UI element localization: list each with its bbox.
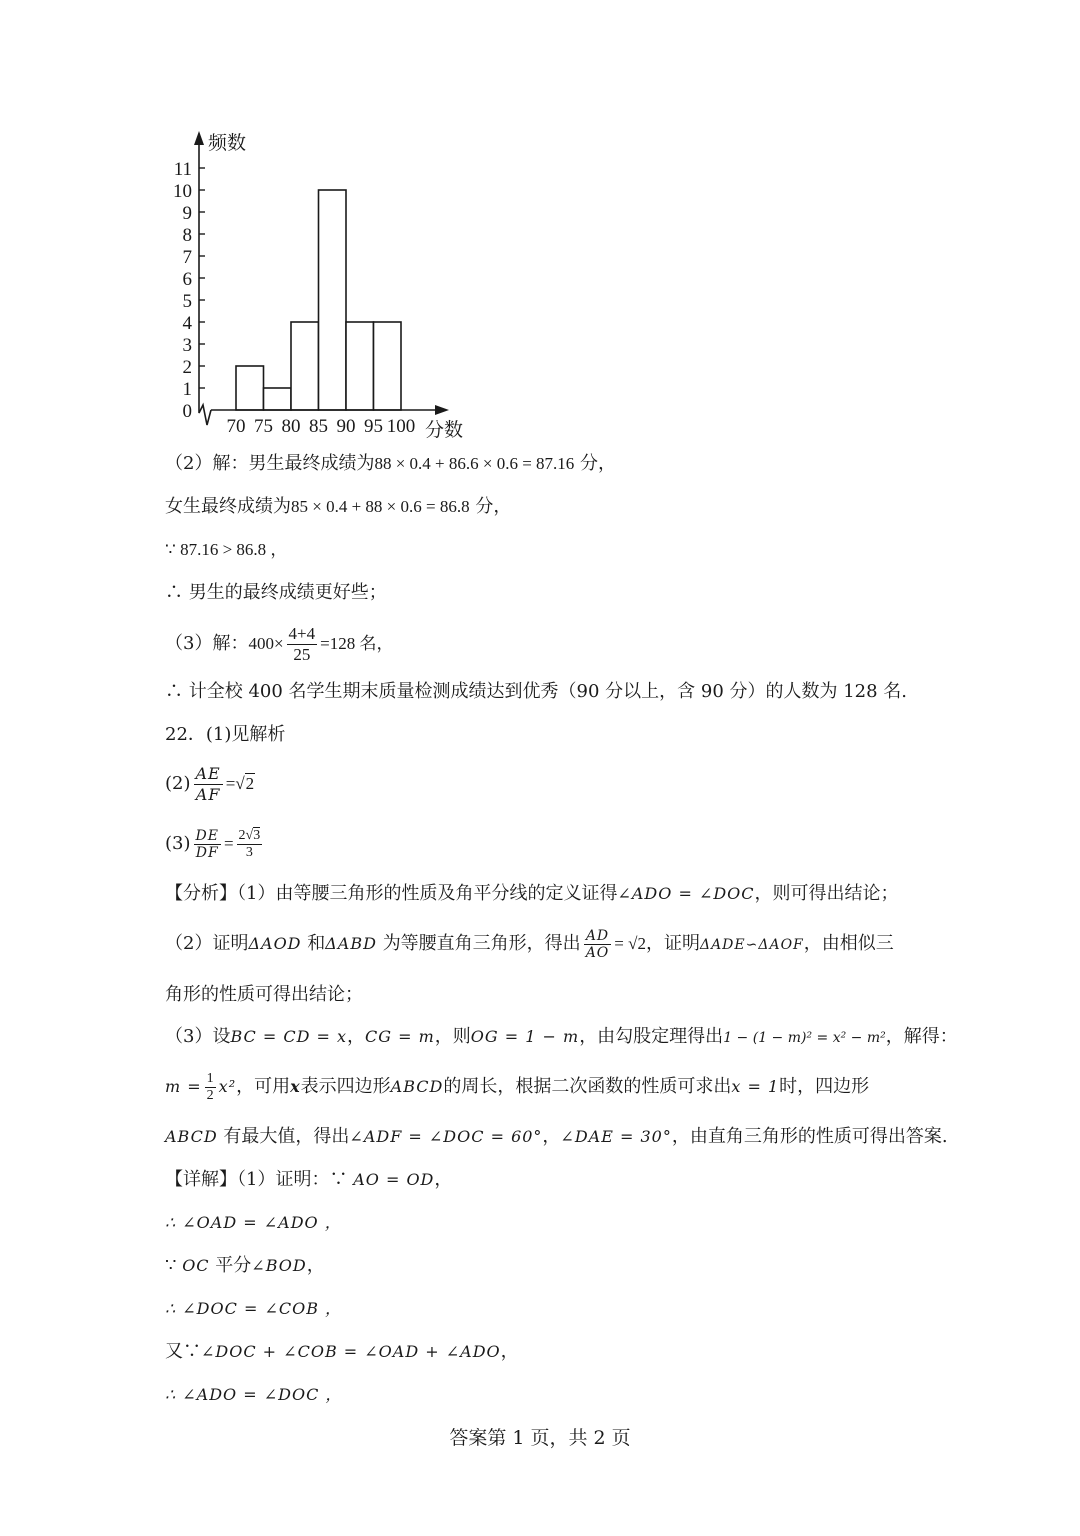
expression: = √2 xyxy=(614,934,646,953)
text: 有最大值，得出 xyxy=(223,1126,350,1147)
math: ∠DAE = 30° xyxy=(560,1127,672,1146)
page-footer: 答案第 1 页，共 2 页 xyxy=(449,1427,631,1449)
y-tick-label: 0 xyxy=(182,401,192,422)
frequency-histogram xyxy=(160,125,480,445)
x-tick-label: 95 xyxy=(364,416,383,437)
math: OC xyxy=(182,1256,210,1275)
math: ∠DOC + ∠COB = ∠OAD + ∠ADO xyxy=(201,1342,501,1361)
text-line xyxy=(165,495,511,519)
text: (3) xyxy=(165,833,191,854)
text: ， xyxy=(434,1169,453,1190)
numerator: 1 xyxy=(206,1070,214,1086)
text: ， xyxy=(306,1255,325,1276)
text: 和 xyxy=(307,933,326,954)
text-line xyxy=(165,1125,948,1149)
y-tick-label: 1 xyxy=(182,379,192,400)
histogram-bar xyxy=(264,388,292,410)
denominator: 2 xyxy=(206,1087,214,1103)
denominator: 3 xyxy=(245,844,253,860)
text-line: 角形的性质可得出结论； xyxy=(165,984,363,1005)
text-line xyxy=(165,1340,519,1364)
text-line: ∵ 87.16 > 86.8 ， xyxy=(165,540,288,559)
y-tick-label: 5 xyxy=(182,291,192,312)
text: 【分析】（1）由等腰三角形的性质及角平分线的定义证得 xyxy=(165,883,618,904)
text-line xyxy=(165,1065,869,1109)
text-line xyxy=(165,882,899,906)
answer-2 xyxy=(165,762,255,806)
text-line xyxy=(165,1168,452,1192)
text: 的周长，根据二次函数的性质可求出 xyxy=(443,1076,732,1097)
text-line xyxy=(165,622,393,666)
text-line: ∴ 计全校 400 名学生期末质量检测成绩达到优秀（90 分以上，含 90 分）的人数为 128 名. xyxy=(165,681,908,702)
text: ， xyxy=(542,1126,561,1147)
x-axis-label: 分数 xyxy=(425,420,464,441)
math: ΔABD xyxy=(325,934,377,953)
math: x = 1 xyxy=(731,1077,780,1096)
math: x² xyxy=(218,1077,237,1096)
text: 又∵ xyxy=(165,1341,201,1362)
text: ，由勾股定理得出 xyxy=(579,1026,724,1047)
x-tick-label: 85 xyxy=(309,416,328,437)
radicand: 3 xyxy=(253,827,261,843)
text-line: ∴ ∠OAD = ∠ADO ， xyxy=(165,1213,342,1232)
text-line xyxy=(165,1025,958,1050)
text-line xyxy=(165,1254,325,1278)
text-line: ∴ 男生的最终成绩更好些； xyxy=(165,582,387,603)
text: ， xyxy=(347,1026,365,1047)
math: BC = CD = x xyxy=(230,1027,347,1046)
axis-break xyxy=(199,405,211,425)
y-tick-label: 10 xyxy=(173,181,192,202)
numerator: AD xyxy=(585,927,610,944)
expression: =√ xyxy=(225,774,245,793)
text-line xyxy=(165,452,616,476)
text: ，证明 xyxy=(645,933,700,954)
text: （3）解： xyxy=(165,633,249,654)
y-tick-label: 3 xyxy=(182,335,192,356)
histogram-bar xyxy=(374,322,402,410)
math: m = xyxy=(165,1077,202,1096)
numerator: DE xyxy=(195,827,219,844)
histogram-bar xyxy=(291,322,319,410)
text-line: ∴ ∠DOC = ∠COB ， xyxy=(165,1299,343,1318)
text: 分， xyxy=(475,496,512,517)
text-line xyxy=(165,922,894,967)
text: 分， xyxy=(580,453,617,474)
text: 【详解】（1）证明：∵ xyxy=(165,1169,348,1190)
y-tick-label: 2 xyxy=(182,357,192,378)
numerator: 4+4 xyxy=(288,623,316,643)
text: (2) xyxy=(165,773,191,794)
histogram-bar xyxy=(319,190,347,410)
text: ，由相似三 xyxy=(803,933,894,954)
x-tick-label: 80 xyxy=(281,416,301,437)
text: ，由直角三角形的性质可得出答案. xyxy=(671,1126,948,1147)
fraction xyxy=(287,624,318,665)
text: ，则 xyxy=(434,1026,471,1047)
text: 时，四边形 xyxy=(779,1076,870,1097)
math: OG = 1 − m xyxy=(470,1027,580,1046)
denominator: AF xyxy=(195,784,221,804)
fraction xyxy=(205,1071,216,1104)
math: CG = m xyxy=(365,1027,435,1046)
y-tick-label: 8 xyxy=(182,225,192,246)
histogram-bar xyxy=(236,366,264,410)
histogram-bar xyxy=(346,322,374,410)
y-tick-label: 4 xyxy=(182,313,192,334)
math: ∠ADO = ∠DOC xyxy=(617,884,755,903)
math: x xyxy=(290,1077,301,1096)
y-axis-label: 频数 xyxy=(208,133,247,154)
denominator: DF xyxy=(195,844,219,861)
math: ∠BOD xyxy=(251,1256,307,1275)
expression: =128 名， xyxy=(320,634,394,653)
expression: 85 × 0.4 + 88 × 0.6 = 86.8 xyxy=(291,497,470,516)
fraction xyxy=(584,928,612,961)
math: ΔAOD xyxy=(248,934,302,953)
text: （2）解：男生最终成绩为 xyxy=(165,453,375,474)
text: 平分 xyxy=(215,1255,252,1276)
text: ，则可得出结论； xyxy=(754,883,899,904)
expression: 400× xyxy=(248,634,284,653)
y-axis-arrow xyxy=(194,131,204,145)
y-tick-label: 11 xyxy=(173,159,192,180)
math: 1 − (1 − m)² = x² − m² xyxy=(723,1030,886,1046)
text-line: ∴ ∠ADO = ∠DOC ， xyxy=(165,1385,343,1404)
x-tick-label: 90 xyxy=(336,416,356,437)
text: 女生最终成绩为 xyxy=(165,496,291,517)
y-tick-label: 6 xyxy=(182,269,192,290)
text-line: 22．(1)见解析 xyxy=(165,724,286,745)
numerator: 2√ xyxy=(238,827,254,843)
radicand: 2 xyxy=(245,774,255,793)
x-tick-label: 100 xyxy=(386,416,416,437)
text: （3）设 xyxy=(165,1026,231,1047)
expression: 88 × 0.4 + 86.6 × 0.6 = 87.16 xyxy=(374,454,575,473)
text: （2）证明 xyxy=(165,933,249,954)
math: ΔADE∽ΔAOF xyxy=(699,937,804,953)
text: ，可用 xyxy=(236,1076,291,1097)
text: ， xyxy=(500,1341,519,1362)
denominator: AO xyxy=(585,944,610,961)
y-tick-label: 9 xyxy=(182,203,192,224)
text: 为等腰直角三角形，得出 xyxy=(382,933,581,954)
x-tick-label: 70 xyxy=(226,416,246,437)
math: ABCD xyxy=(165,1127,218,1146)
math: ABCD xyxy=(390,1077,444,1096)
fraction xyxy=(194,828,221,861)
y-tick-label: 7 xyxy=(182,247,192,268)
math: ∠ADF = ∠DOC = 60° xyxy=(349,1127,543,1146)
answer-3 xyxy=(165,822,265,866)
fraction xyxy=(194,764,223,805)
math: AO = OD xyxy=(353,1170,435,1189)
text: 表示四边形 xyxy=(300,1076,391,1097)
denominator: 25 xyxy=(293,644,311,664)
x-tick-label: 75 xyxy=(254,416,273,437)
expression: = xyxy=(223,834,234,853)
fraction xyxy=(237,828,263,861)
x-axis-arrow xyxy=(435,405,449,415)
text: ∵ xyxy=(165,1255,177,1276)
text: ，解得： xyxy=(885,1026,958,1047)
numerator: AE xyxy=(195,763,221,783)
